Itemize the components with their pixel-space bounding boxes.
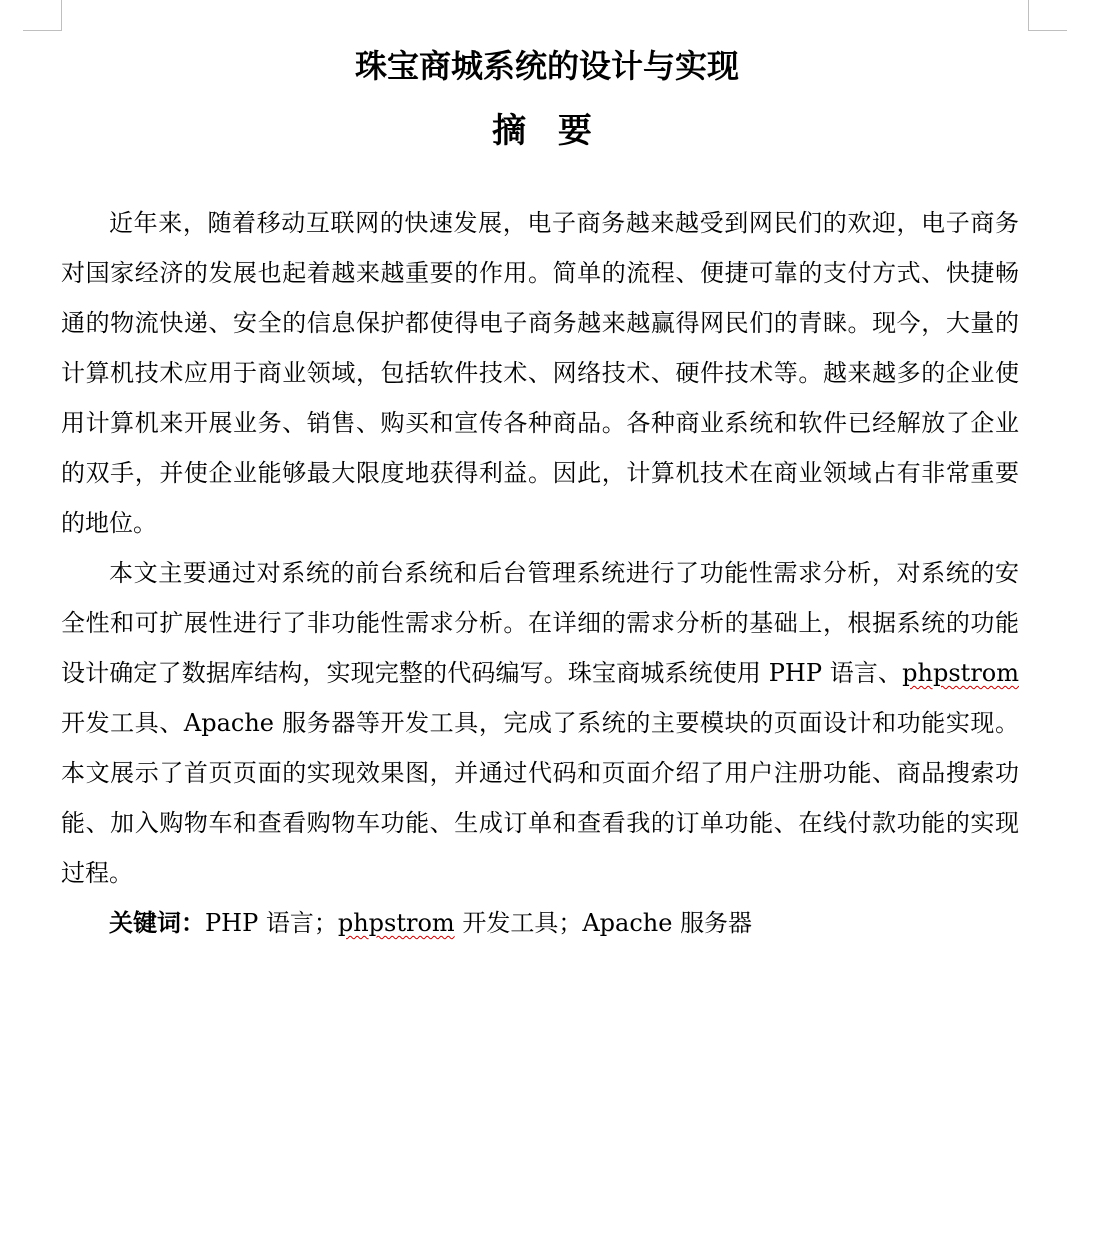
abstract-paragraph-1: 近年来，随着移动互联网的快速发展，电子商务越来越受到网民们的欢迎，电子商务对国家经济的发展也起着越来越重要的作用。简单的流程、便捷可靠的支付方式、快捷畅通的物流快递、安全的信息保护都使得电子商务越来越赢得网民们的青睐。现今，大量的计算机技术应用于商业领域，包括软件技术、网络技术、硬件技术等。越来越多的企业使用计算机来开展业务、销售、购买和宣传各种商品。各种商业系统和软件已经解放了企业的双手，并使企业能够最大限度地获得利益。因此，计算机技术在商业领域占有非常重要的地位。 xyxy=(61,209,1019,537)
page-corner-mark-top-left xyxy=(23,0,62,31)
keywords-label: 关键词： xyxy=(109,909,205,937)
document-title: 珠宝商城系统的设计与实现 xyxy=(354,47,739,85)
keyword-3: Apache 服务器 xyxy=(582,909,753,937)
abstract-heading: 摘 要 xyxy=(492,111,602,151)
keyword-2-rest: 开发工具； xyxy=(454,909,583,937)
abstract-body xyxy=(61,198,1019,948)
spellcheck-flagged-word: phpstrom xyxy=(902,659,1019,687)
keywords-line xyxy=(61,898,1019,948)
paragraph-2-text-part-2: 开发工具、Apache 服务器等开发工具，完成了系统的主要模块的页面设计和功能实现。本文展示了首页页面的实现效果图，并通过代码和页面介绍了用户注册功能、商品搜索功能、加入购物车和查看购物车功能、生成订单和查看我的订单功能、在线付款功能的实现过程。 xyxy=(61,709,1019,887)
keyword-2-flagged-word: phpstrom xyxy=(337,909,455,937)
abstract-paragraph-2 xyxy=(61,548,1019,898)
paragraph-2-text-part-1: 本文主要通过对系统的前台系统和后台管理系统进行了功能性需求分析，对系统的安全性和可扩展性进行了非功能性需求分析。在详细的需求分析的基础上，根据系统的功能设计确定了数据库结构，实现完整的代码编写。珠宝商城系统使用 PHP 语言、 xyxy=(61,559,1019,687)
keyword-1: PHP 语言； xyxy=(205,909,338,937)
page-corner-mark-top-right xyxy=(1028,0,1067,31)
